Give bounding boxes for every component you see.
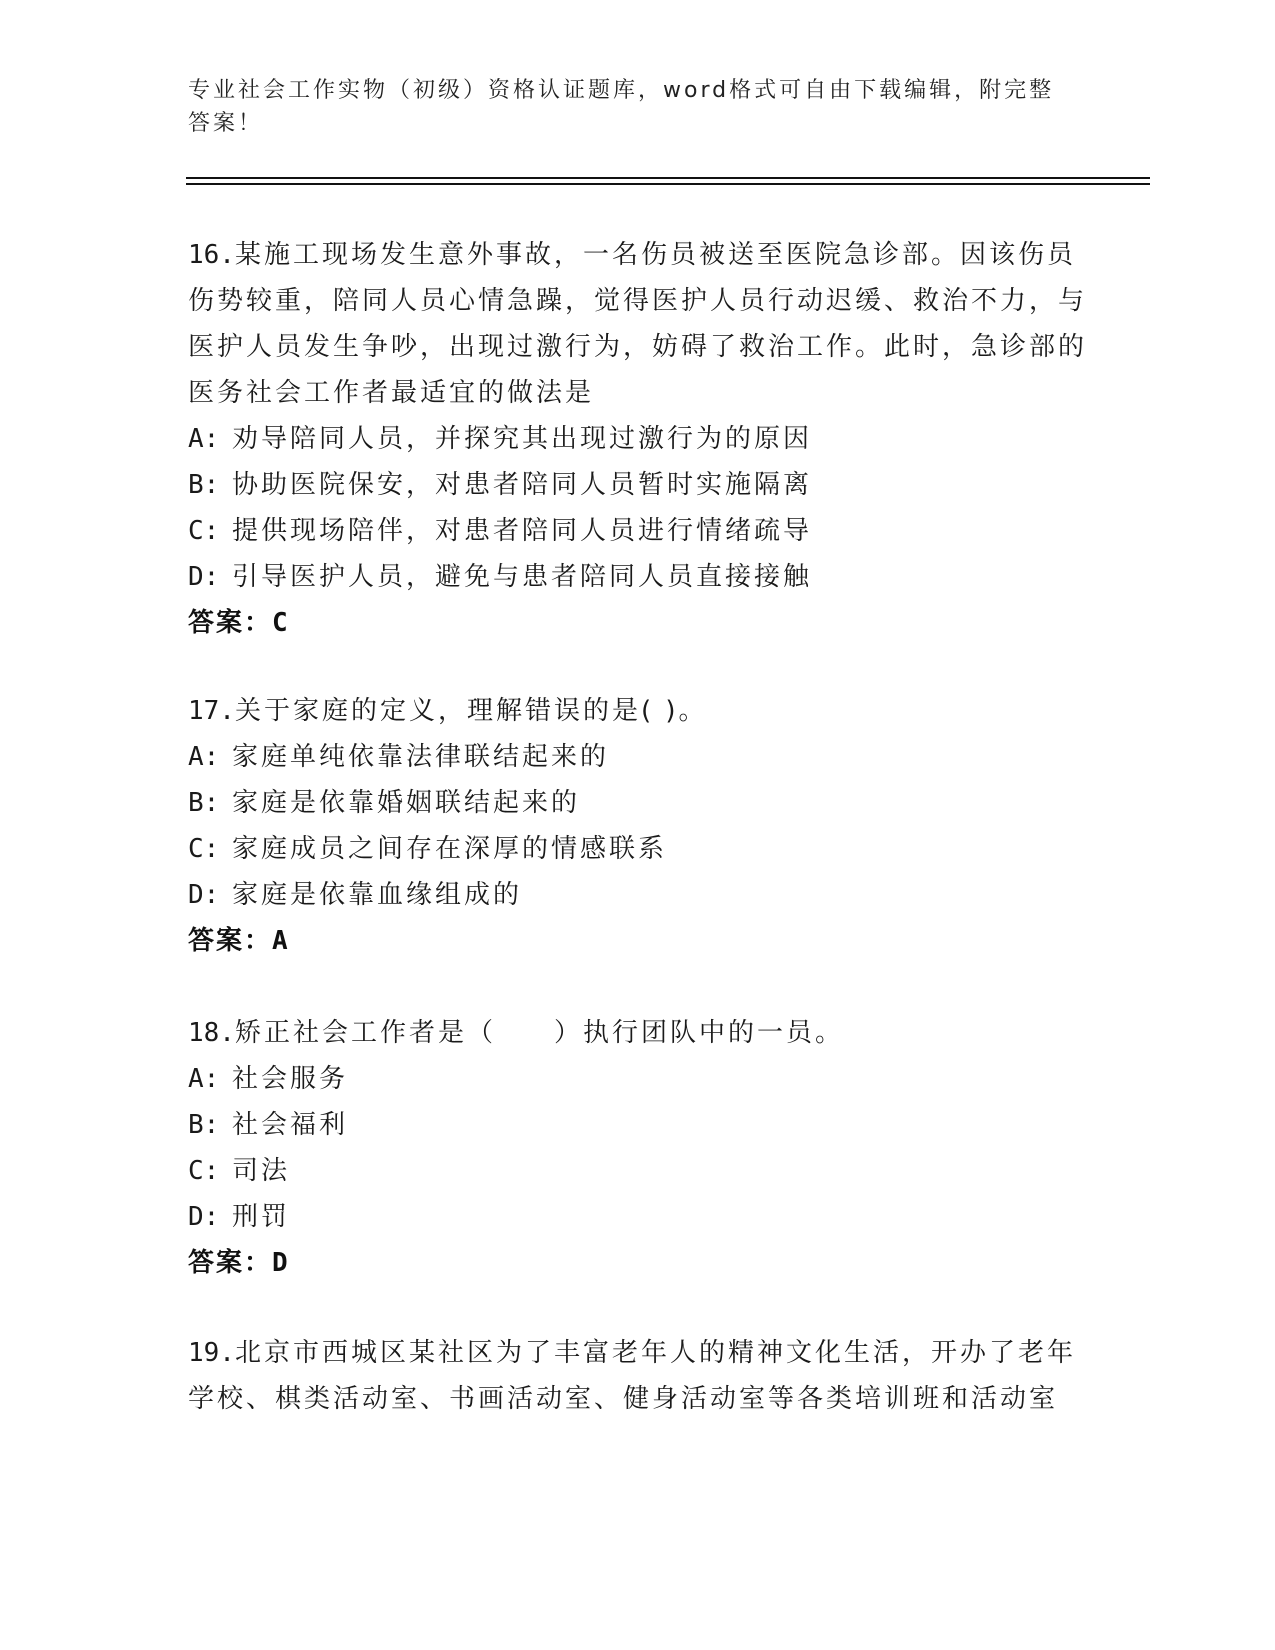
question-number: 16. bbox=[188, 240, 235, 270]
answer-label: 答案： bbox=[188, 926, 273, 956]
option-key: D: bbox=[188, 1202, 220, 1232]
option-text: 社会福利 bbox=[232, 1110, 349, 1140]
question-text: 关于家庭的定义，理解错误的是( )。 bbox=[234, 696, 708, 726]
answer-label: 答案： bbox=[188, 1248, 273, 1278]
option-a bbox=[188, 416, 1088, 462]
question-stem bbox=[188, 232, 1088, 416]
question-number: 18. bbox=[188, 1018, 235, 1048]
option-text: 家庭是依靠婚姻联结起来的 bbox=[232, 788, 581, 818]
option-text: 协助医院保安，对患者陪同人员暂时实施隔离 bbox=[232, 470, 813, 500]
answer-line bbox=[188, 1240, 1088, 1286]
option-key: B: bbox=[188, 470, 220, 500]
question-text: 北京市西城区某社区为了丰富老年人的精神文化生活，开办了老年学校、棋类活动室、书画活动室、健身活动室等各类培训班和活动室 bbox=[188, 1338, 1076, 1414]
option-b bbox=[188, 462, 1088, 508]
option-key: A: bbox=[188, 742, 220, 772]
option-text: 刑罚 bbox=[232, 1202, 291, 1232]
option-text: 引导医护人员，避免与患者陪同人员直接接触 bbox=[232, 562, 813, 592]
option-c bbox=[188, 508, 1088, 554]
answer-value: A bbox=[272, 926, 288, 956]
option-c bbox=[188, 1148, 1088, 1194]
option-b bbox=[188, 780, 1088, 826]
option-key: C: bbox=[188, 834, 220, 864]
option-a bbox=[188, 734, 1088, 780]
question-19 bbox=[188, 1330, 1088, 1422]
option-text: 司法 bbox=[232, 1156, 291, 1186]
option-text: 家庭单纯依靠法律联结起来的 bbox=[232, 742, 610, 772]
answer-value: C bbox=[272, 608, 288, 638]
question-text: 某施工现场发生意外事故，一名伤员被送至医院急诊部。因该伤员伤势较重，陪同人员心情急躁，觉得医护人员行动迟缓、救治不力，与医护人员发生争吵，出现过激行为，妨碍了救治工作。此时，急诊部的医务社会工作者最适宜的做法是 bbox=[188, 240, 1088, 408]
option-key: B: bbox=[188, 788, 220, 818]
answer-value: D bbox=[272, 1248, 288, 1278]
option-key: C: bbox=[188, 516, 220, 546]
option-text: 社会服务 bbox=[232, 1064, 349, 1094]
answer-label: 答案： bbox=[188, 608, 273, 638]
option-key: A: bbox=[188, 1064, 220, 1094]
option-key: C: bbox=[188, 1156, 220, 1186]
option-d bbox=[188, 1194, 1088, 1240]
header-divider-top bbox=[186, 177, 1150, 179]
option-a bbox=[188, 1056, 1088, 1102]
option-b bbox=[188, 1102, 1088, 1148]
option-key: D: bbox=[188, 562, 220, 592]
question-number: 19. bbox=[188, 1338, 235, 1368]
option-text: 家庭成员之间存在深厚的情感联系 bbox=[232, 834, 668, 864]
option-key: D: bbox=[188, 880, 220, 910]
option-text: 家庭是依靠血缘组成的 bbox=[232, 880, 523, 910]
question-stem bbox=[188, 1010, 1088, 1056]
question-18 bbox=[188, 1010, 1088, 1286]
question-number: 17. bbox=[188, 696, 235, 726]
question-text: 矫正社会工作者是（ ）执行团队中的一员。 bbox=[234, 1018, 844, 1048]
document-header bbox=[188, 74, 1068, 140]
header-divider-bottom bbox=[186, 183, 1150, 185]
option-d bbox=[188, 872, 1088, 918]
option-d bbox=[188, 554, 1088, 600]
question-17 bbox=[188, 688, 1088, 964]
answer-line bbox=[188, 600, 1088, 646]
header-text: 专业社会工作实物（初级）资格认证题库，word格式可自由下载编辑，附完整答案！ bbox=[188, 78, 1055, 136]
answer-line bbox=[188, 918, 1088, 964]
question-stem bbox=[188, 1330, 1088, 1422]
option-text: 提供现场陪伴，对患者陪同人员进行情绪疏导 bbox=[232, 516, 813, 546]
question-16 bbox=[188, 232, 1088, 646]
option-text: 劝导陪同人员，并探究其出现过激行为的原因 bbox=[232, 424, 813, 454]
question-stem bbox=[188, 688, 1088, 734]
option-key: A: bbox=[188, 424, 220, 454]
option-c bbox=[188, 826, 1088, 872]
option-key: B: bbox=[188, 1110, 220, 1140]
